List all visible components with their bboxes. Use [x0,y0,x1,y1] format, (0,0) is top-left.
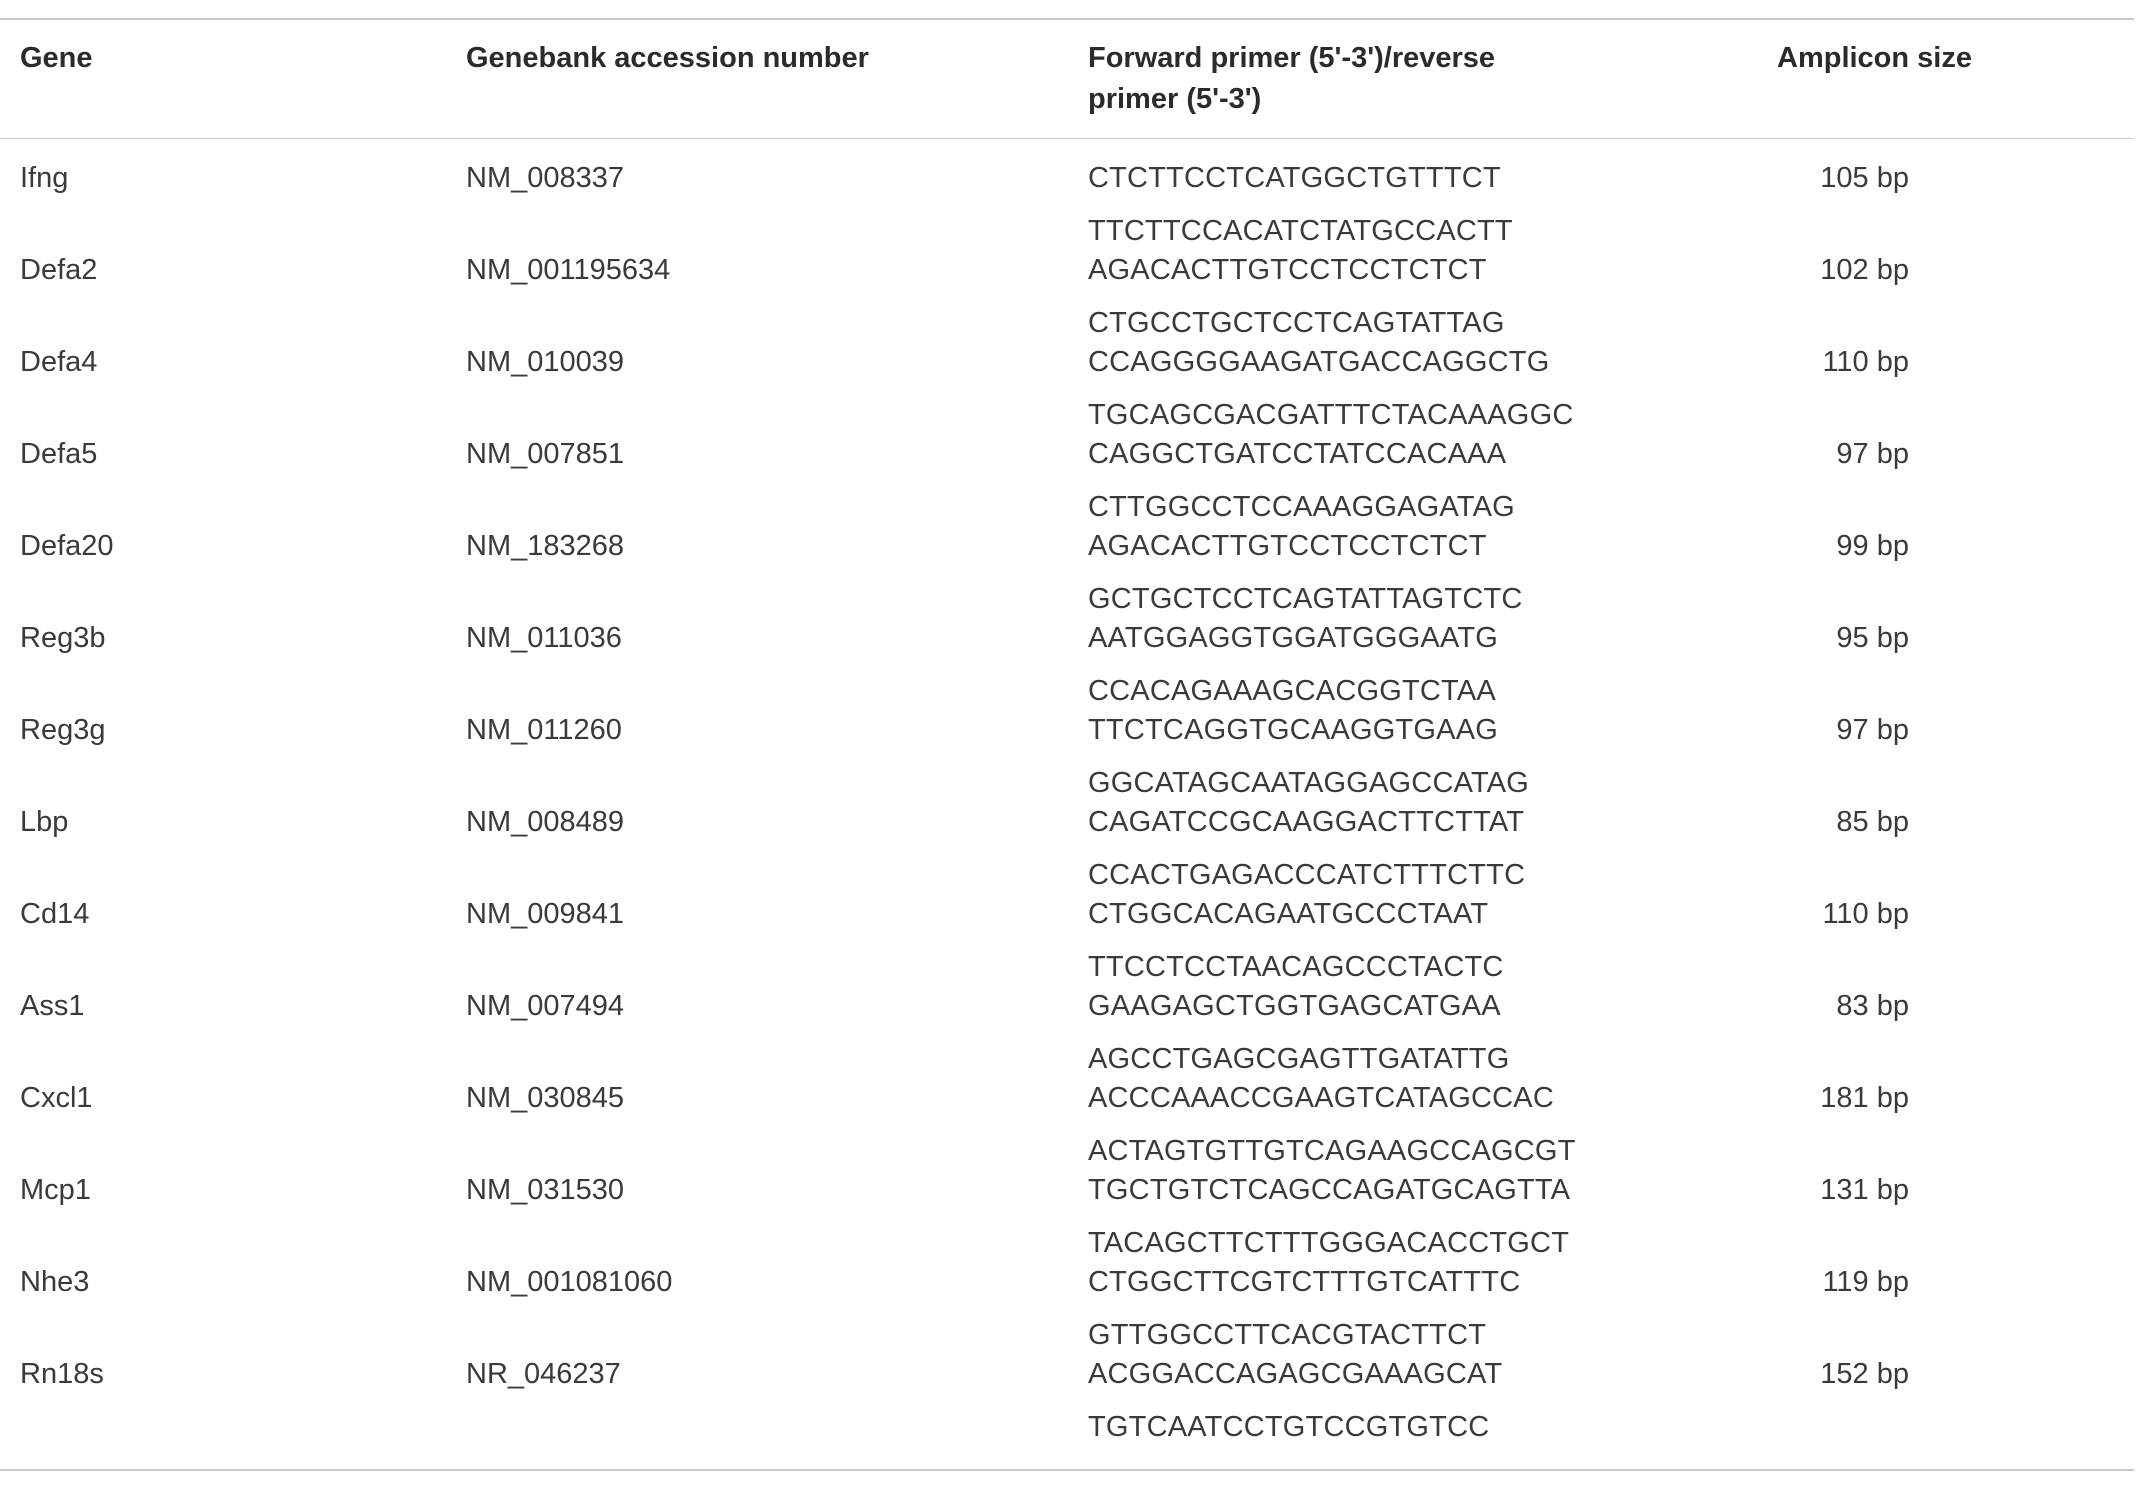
primer-line: TTCTCAGGTGCAAGGTGAAG [1088,714,1499,746]
amplicon-cell: 83 bp [1836,990,1909,1022]
accession-cell: NM_030845 [466,1082,624,1114]
header-rule [0,138,2134,139]
primer-line: TGCTGTCTCAGCCAGATGCAGTTA [1088,1174,1571,1206]
gene-cell: Mcp1 [20,1174,91,1206]
primer-line: GTTGGCCTTCACGTACTTCT [1088,1319,1487,1351]
header-primer-line1: Forward primer (5'-3')/reverse [1088,42,1496,74]
accession-cell: NM_007494 [466,990,624,1022]
gene-cell: Ass1 [20,990,85,1022]
table-top-rule [0,18,2134,20]
header-primer-line2: primer (5'-3') [1088,83,1262,115]
accession-cell: NM_011036 [466,622,622,654]
amplicon-cell: 99 bp [1836,530,1909,562]
amplicon-cell: 152 bp [1820,1358,1909,1390]
primer-line: TACAGCTTCTTTGGGACACCTGCT [1088,1227,1570,1259]
primer-line: AGACACTTGTCCTCCTCTCT [1088,530,1487,562]
accession-cell: NR_046237 [466,1358,621,1390]
primer-line: CCACTGAGACCCATCTTTCTTC [1088,859,1526,891]
gene-cell: Cxcl1 [20,1082,93,1114]
primer-line: CTTGGCCTCCAAAGGAGATAG [1088,491,1515,523]
gene-cell: Defa2 [20,254,98,286]
gene-cell: Defa20 [20,530,114,562]
primer-line: TGCAGCGACGATTTCTACAAAGGC [1088,399,1574,431]
gene-cell: Cd14 [20,898,90,930]
primer-line: CAGGCTGATCCTATCCACAAA [1088,438,1507,470]
amplicon-cell: 110 bp [1822,898,1909,930]
header-accession: Genebank accession number [466,42,869,74]
primer-line: CCACAGAAAGCACGGTCTAA [1088,675,1496,707]
primer-line: ACCCAAACCGAAGTCATAGCCAC [1088,1082,1554,1114]
primer-line: GCTGCTCCTCAGTATTAGTCTC [1088,583,1523,615]
primer-line: CTGGCACAGAATGCCCTAAT [1088,898,1489,930]
header-amplicon: Amplicon size [1777,42,1972,74]
primer-line: TTCCTCCTAACAGCCCTACTC [1088,951,1504,983]
accession-cell: NM_009841 [466,898,624,930]
accession-cell: NM_183268 [466,530,624,562]
primer-line: CTGGCTTCGTCTTTGTCATTTC [1088,1266,1521,1298]
amplicon-cell: 97 bp [1836,714,1909,746]
primer-line: ACGGACCAGAGCGAAAGCAT [1088,1358,1503,1390]
primer-line: GGCATAGCAATAGGAGCCATAG [1088,767,1530,799]
accession-cell: NM_011260 [466,714,622,746]
accession-cell: NM_008337 [466,162,624,194]
amplicon-cell: 110 bp [1822,346,1909,378]
amplicon-cell: 131 bp [1820,1174,1909,1206]
amplicon-cell: 95 bp [1836,622,1909,654]
gene-cell: Reg3g [20,714,106,746]
primer-line: GAAGAGCTGGTGAGCATGAA [1088,990,1501,1022]
primer-line: CAGATCCGCAAGGACTTCTTAT [1088,806,1525,838]
amplicon-cell: 102 bp [1820,254,1909,286]
amplicon-cell: 97 bp [1836,438,1909,470]
primer-line: TGTCAATCCTGTCCGTGTCC [1088,1411,1490,1443]
gene-cell: Defa4 [20,346,98,378]
primer-line: ACTAGTGTTGTCAGAAGCCAGCGT [1088,1135,1576,1167]
accession-cell: NM_008489 [466,806,624,838]
accession-cell: NM_007851 [466,438,624,470]
primer-line: CTGCCTGCTCCTCAGTATTAG [1088,307,1505,339]
accession-cell: NM_031530 [466,1174,624,1206]
primer-line: CTCTTCCTCATGGCTGTTTCT [1088,162,1501,194]
table-bottom-rule [0,1469,2134,1471]
gene-cell: Lbp [20,806,69,838]
amplicon-cell: 181 bp [1820,1082,1909,1114]
accession-cell: NM_001081060 [466,1266,673,1298]
primer-line: CCAGGGGAAGATGACCAGGCTG [1088,346,1550,378]
gene-cell: Ifng [20,162,69,194]
primer-line: AGACACTTGTCCTCCTCTCT [1088,254,1487,286]
amplicon-cell: 105 bp [1820,162,1909,194]
header-gene: Gene [20,42,93,74]
gene-cell: Defa5 [20,438,98,470]
primer-line: AATGGAGGTGGATGGGAATG [1088,622,1499,654]
gene-cell: Reg3b [20,622,106,654]
gene-cell: Nhe3 [20,1266,90,1298]
accession-cell: NM_010039 [466,346,624,378]
amplicon-cell: 119 bp [1822,1266,1909,1298]
amplicon-cell: 85 bp [1836,806,1909,838]
primer-line: AGCCTGAGCGAGTTGATATTG [1088,1043,1510,1075]
accession-cell: NM_001195634 [466,254,671,286]
gene-cell: Rn18s [20,1358,104,1390]
primer-line: TTCTTCCACATCTATGCCACTT [1088,215,1513,247]
